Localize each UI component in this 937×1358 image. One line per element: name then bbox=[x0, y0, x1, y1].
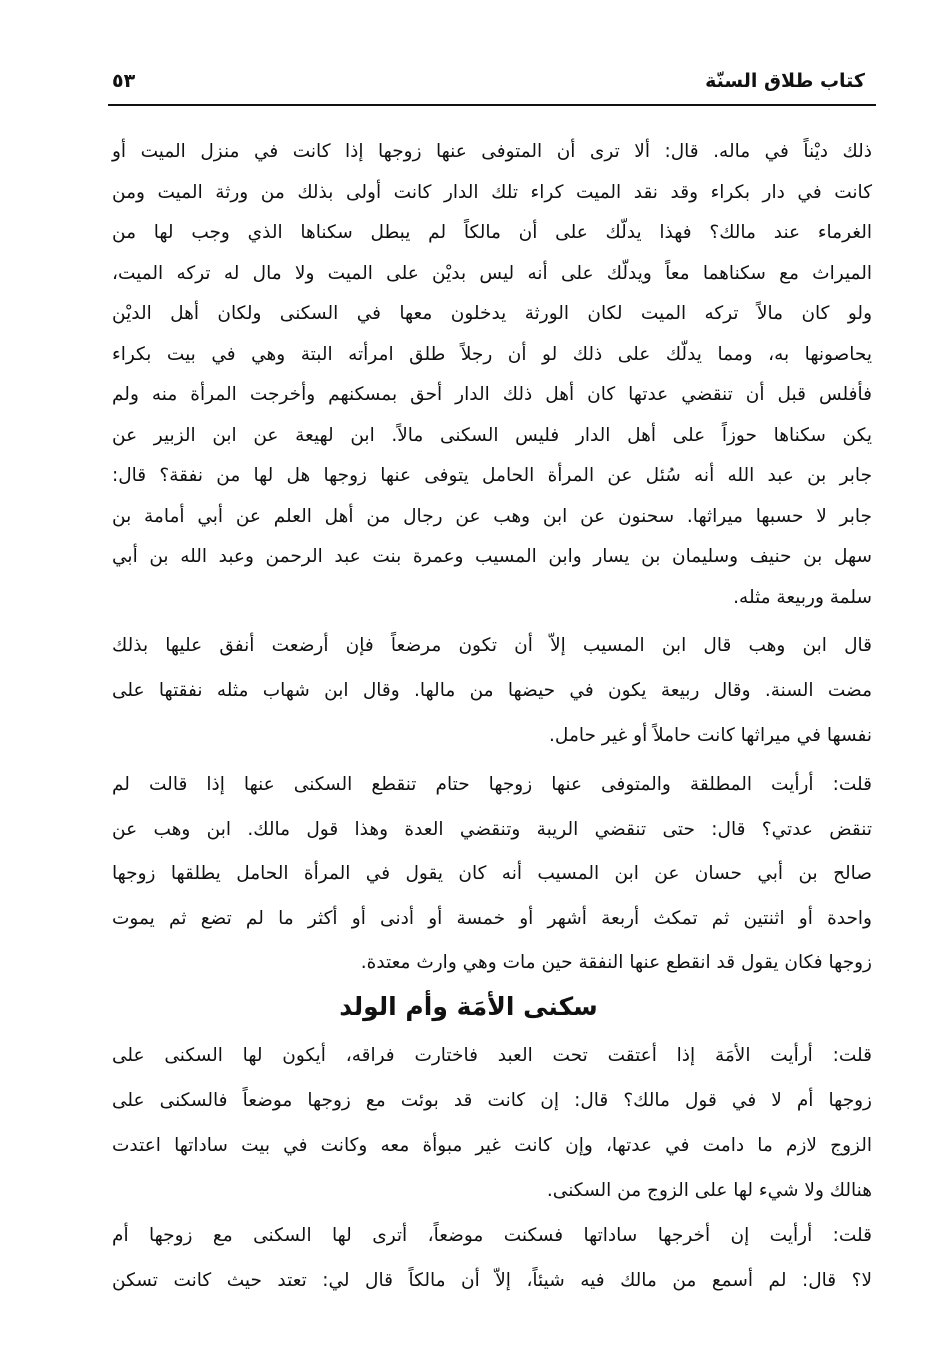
text-line: صالح بن أبي حسان عن ابن المسيب أنه كان يقول في المرأة الحامل يطلقها زوجها bbox=[112, 863, 872, 884]
text-line: كانت في دار بكراء وقد نقد الميت كراء تلك الدار كانت أولى بذلك من ورثة الميت ومن bbox=[112, 181, 872, 203]
text-line: ولو كان مالاً تركه الميت لكان الورثة يدخلون معها في السكنى ولكان أهل الديْن bbox=[112, 303, 872, 324]
text-line: جابر بن عبد الله أنه سُئل عن المرأة الحامل يتوفى عنها زوجها هل لها من نفقة؟ قال: bbox=[112, 465, 872, 486]
text-line: واحدة أو اثنتين ثم تمكث أربعة أشهر أو خمسة أو أدنى أو أكثر ما لم تضع ثم يموت bbox=[112, 907, 872, 929]
text-line: زوجها فكان يقول قد انقطع عنها النفقة حين مات وهي وارث معتدة. bbox=[360, 952, 872, 973]
text-line: سلمة وربيعة مثله. bbox=[733, 586, 872, 608]
paragraph bbox=[112, 623, 872, 758]
text-line: تنقض عدتي؟ قال: حتى تنقضي الريبة وتنقضي العدة وهذا قول مالك. ابن وهب عن bbox=[112, 818, 872, 840]
text-line: جابر لا حسبها ميراثها. سحنون عن ابن وهب عن رجال من أهل العلم عن أبي أمامة بن bbox=[112, 505, 872, 527]
text-line: نفسها في ميراثها كانت حاملاً أو غير حامل. bbox=[549, 725, 872, 746]
header-rule bbox=[108, 104, 876, 106]
text-line: قلت: أرأيت إن أخرجها ساداتها فسكنت موضعاً، أترى لها السكنى مع زوجها أم bbox=[112, 1225, 872, 1246]
paragraph bbox=[112, 132, 872, 618]
text-line: يحاصونها به، ومما يدلّك على ذلك لو أن رجلاً طلق امرأته البتة وهي في بيت بكراء bbox=[112, 343, 872, 365]
text-line: فأفلس قبل أن تنقضي عدتها كان أهل ذلك الدار أحق بمسكنهم وأخرجت المرأة منه ولم bbox=[112, 384, 872, 405]
text-line: الزوج لازم ما دامت في عدتها، وإن كانت غير مبوأة معه وكانت في بيت ساداتها اعتدت bbox=[112, 1135, 872, 1156]
text-line: الغرماء عند مالك؟ فهذا يدلّك على أن مالكاً لم يبطل سكناها الذي وجب لها من bbox=[112, 222, 872, 243]
text-line: يكن سكناها حوزاً على أهل الدار فليس السكنى مالاً. ابن لهيعة عن ابن الزبير عن bbox=[112, 424, 872, 446]
paragraph bbox=[112, 1033, 872, 1213]
text-line: الميراث مع سكناهما معاً ويدلّك على أنه ليس بديْن على الميت ولا مال له تركه الميت، bbox=[112, 262, 872, 284]
paragraph bbox=[112, 1213, 872, 1303]
text-line: سهل بن حنيف وسليمان بن يسار وابن المسيب وعمرة بنت عبد الرحمن وعبد الله بن أبي bbox=[112, 546, 872, 567]
text-line: لا؟ قال: لم أسمع من مالك فيه شيئاً، إلاّ أن مالكاً قال لي: تعتد حيث كانت تسكن bbox=[112, 1270, 872, 1291]
text-line: قلت: أرأيت المطلقة والمتوفى عنها زوجها حتام تنقطع السكنى عنها إذا قالت لم bbox=[112, 774, 872, 795]
text-line: ذلك ديْناً في ماله. قال: ألا ترى أن المتوفى عنها زوجها إذا كانت في منزل الميت أو bbox=[112, 141, 872, 162]
text-line: قلت: أرأيت الأمَة إذا أعتقت تحت العبد فاختارت فراقه، أيكون لها السكنى على bbox=[112, 1045, 872, 1066]
text-line: هنالك ولا شيء لها على الزوج من السكنى. bbox=[546, 1180, 872, 1201]
page-number: ٥٣ bbox=[112, 70, 136, 92]
running-title: كتاب طلاق السنّة bbox=[705, 70, 865, 92]
text-line: مضت السنة. وقال ربيعة يكون في حيضها من مالها. وقال ابن شهاب مثله نفقتها على bbox=[112, 680, 872, 701]
text-line: قال ابن وهب قال ابن المسيب إلاّ أن تكون مرضعاً فإن أرضعت أنفق عليها بذلك bbox=[112, 635, 872, 656]
paragraph bbox=[112, 763, 872, 986]
section-heading: سكنى الأمَة وأم الولد bbox=[339, 992, 598, 1021]
text-line: زوجها أم لا في قول مالك؟ قال: إن كانت قد بوئت مع زوجها موضعاً فالسكنى على bbox=[112, 1090, 872, 1111]
